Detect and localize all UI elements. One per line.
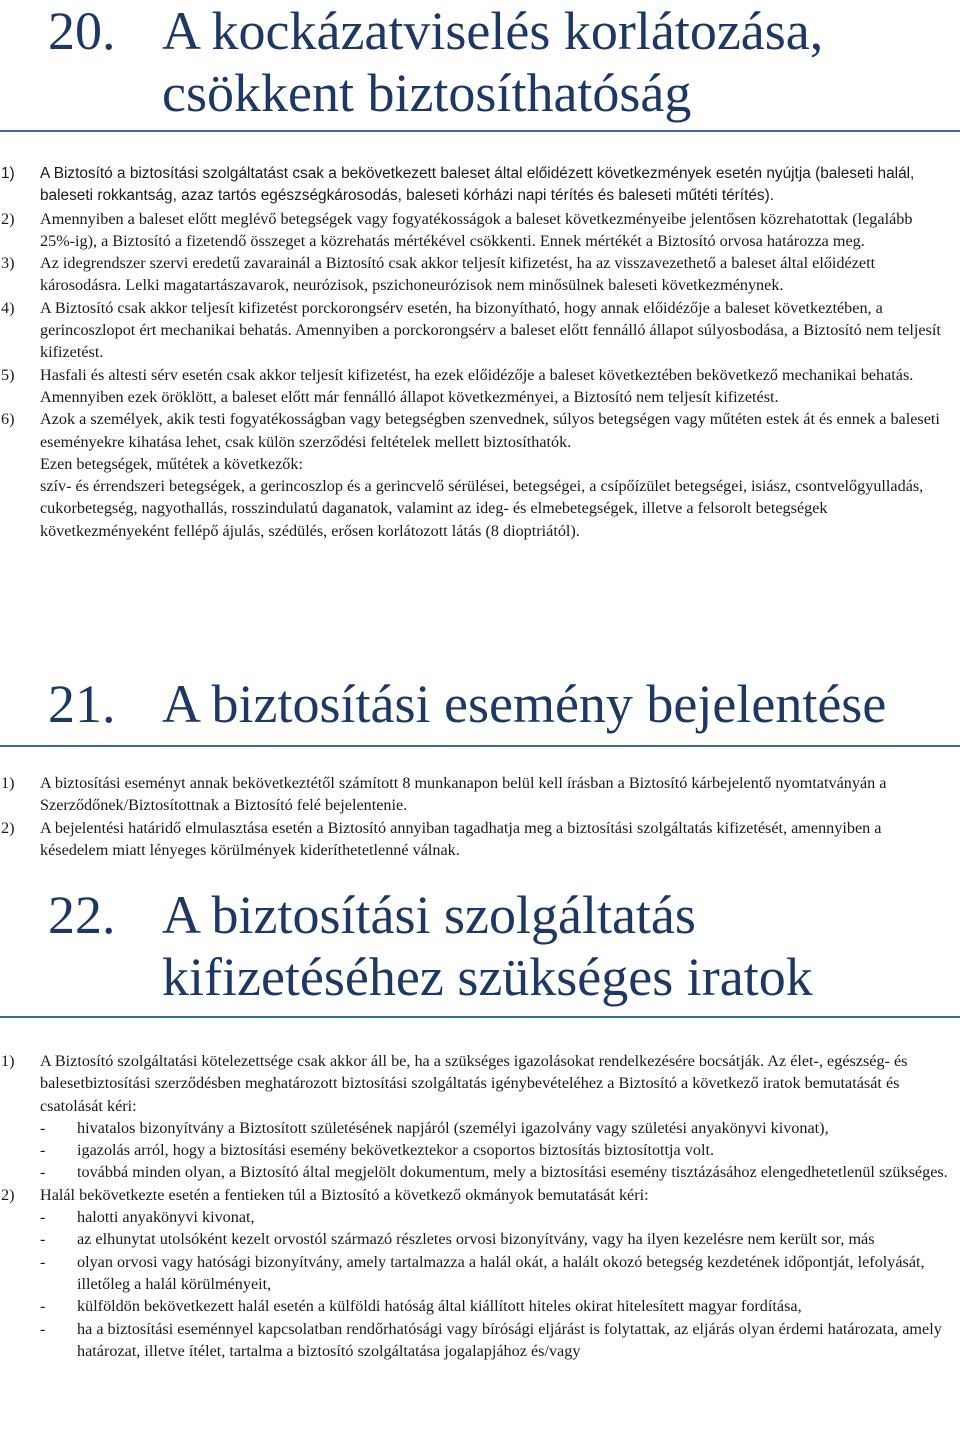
bullet-item	[0, 1161, 950, 1183]
list-item-text: A Biztosító csak akkor teljesít kifizetést porckorongsérv esetén, ha bizonyítható, hogy annak előidézője a baleset következtében, a gerincoszlopot ért mechanikai behatás. Amennyiben a porckorongsérv a baleset előtt fennálló állapot súlyosbodása, a Biztosító nem teljesít kifizetést.	[40, 298, 941, 362]
list-item	[0, 252, 950, 297]
list-item	[0, 817, 950, 862]
section-divider	[0, 130, 960, 132]
list-item-text: Ezen betegségek, műtétek a következők:	[40, 454, 303, 473]
list-item-text: Az idegrendszer szervi eredetű zavarainál a Biztosító csak akkor teljesít kifizetést, ha az visszavezethető a baleset által előidézett károsodásra. Lelki magatartászavarok, neurózisok, pszichoneurózisok nem minősülnek baleseti következménynek.	[40, 254, 876, 295]
bullet-text: hivatalos bizonyítvány a Biztosított születésének napjáról (személyi igazolvány vagy születési anyakönyvi kivonat),	[77, 1118, 829, 1137]
list-marker: 6)	[1, 410, 15, 429]
section-20-number: 20.	[48, 1, 116, 61]
list-marker: 1)	[1, 774, 15, 792]
list-marker: 1)	[1, 165, 15, 182]
list-item-text: Hasfali és altesti sérv esetén csak akkor teljesít kifizetést, ha ezek előidézője a baleset következtében bekövetkező mechanikai behatás. Amennyiben ezek öröklött, a baleset előtt már fennálló állapot következményei, a Biztosító nem teljesít kifizetést.	[40, 365, 914, 406]
bullet-text: olyan orvosi vagy hatósági bizonyítvány, amely tartalmazza a halál okát, a halált okozó betegség kezdetének időpontját, lefolyását, illetőleg a halál körülményeit,	[77, 1252, 925, 1293]
list-item	[0, 1184, 950, 1206]
section-21-body	[0, 772, 950, 861]
bullet-text: külföldön bekövetkezett halál esetén a külföldi hatóság által kiállított hiteles okirat hitelesített magyar fordítása,	[77, 1297, 802, 1316]
section-20-title	[162, 0, 952, 124]
list-item	[0, 163, 950, 208]
bullet-marker: -	[40, 1252, 46, 1271]
bullet-marker: -	[40, 1118, 46, 1137]
list-item	[0, 208, 950, 253]
section-20-title-line: csökkent biztosíthatóság	[162, 63, 692, 123]
bullet-marker: -	[40, 1163, 46, 1182]
section-20-title-line: A kockázatviselés korlátozása,	[162, 1, 824, 61]
list-item-text: A Biztosító a biztosítási szolgáltatást csak a bekövetkezett baleset által előidézett következmények esetén nyújtja (baleseti halál, baleseti rokkantság, azaz tartós egészségkárosodás, baleseti kórházi napi térítés és baleseti műtéti térítés).	[40, 165, 915, 205]
bullet-marker: -	[40, 1208, 46, 1227]
list-item	[0, 1050, 950, 1117]
bullet-marker: -	[40, 1297, 46, 1316]
list-marker: 2)	[1, 818, 15, 837]
bullet-item	[0, 1318, 950, 1363]
list-marker: 4)	[1, 298, 15, 317]
bullet-item	[0, 1295, 950, 1317]
bullet-marker: -	[40, 1230, 46, 1249]
bullet-item	[0, 1206, 950, 1228]
bullet-item	[0, 1228, 950, 1250]
section-20-body	[0, 163, 950, 542]
list-item-text: Halál bekövetkezte esetén a fentieken túl a Biztosító a következő okmányok bemutatását kéri:	[40, 1185, 649, 1204]
list-item-text: A biztosítási eseményt annak bekövetkeztétől számított 8 munkanapon belül kell írásban a Biztosító kárbejelentő nyomtatványán a Szerződőnek/Biztosítottnak a Biztosító felé bejelentenie.	[40, 774, 887, 815]
section-21-title-line: A biztosítási esemény bejelentése	[162, 674, 887, 734]
bullet-marker: -	[40, 1319, 46, 1338]
bullet-text: továbbá minden olyan, a Biztosító által megjelölt dokumentum, mely a biztosítási esemény tisztázásához elengedhetetlenül szükséges.	[77, 1163, 948, 1182]
list-item-text: A bejelentési határidő elmulasztása esetén a Biztosító annyiban tagadhatja meg a biztosítási szolgáltatás kifizetését, amennyiben a késedelem miatt lényeges körülmények kideríthetetlenné válnak.	[40, 818, 882, 859]
section-22-title-line: kifizetéséhez szükséges iratok	[162, 947, 813, 1007]
bullet-text: ha a biztosítási eseménnyel kapcsolatban rendőrhatósági vagy bírósági eljárást is folytattak, az eljárás olyan érdemi határozata, amely határozat, illetve ítélet, tartalma a biztosító szolgáltatása jogalapjához és/vagy	[77, 1319, 942, 1360]
section-divider	[0, 745, 960, 747]
list-marker: 2)	[1, 209, 15, 228]
section-21-title	[162, 673, 952, 735]
bullet-text: az elhunytat utolsóként kezelt orvostól származó részletes orvosi bizonyítvány, vagy ha ilyen kezelésre nem került sor, más	[77, 1230, 875, 1249]
section-22-body	[0, 1050, 950, 1362]
list-marker: 1)	[1, 1052, 15, 1070]
list-item-text: Amennyiben a baleset előtt meglévő betegségek vagy fogyatékosságok a baleset következményeibe jelentősen közrehatottak (legalább 25%-ig), a Biztosító a fizetendő összeget a közrehatás mértékével csökkenti. Ennek mértékét a Biztosító orvosa határozza meg.	[40, 209, 913, 250]
list-item	[0, 408, 950, 542]
section-22-number: 22.	[48, 885, 116, 945]
list-item-text: szív- és érrendszeri betegségek, a gerincoszlop és a gerincvelő sérülései, betegségei, a csípőízület betegségei, isiász, csontvelőgyulladás, cukorbetegség, nagyothallás, rosszindulatú daganatok, valamint az ideg- és elmebetegségek, illetve a felsorolt betegségek következményeként fellépő ájulás, szédülés, erősen korlátozott látás (8 dioptriától).	[40, 477, 924, 540]
section-22-title	[162, 884, 952, 1008]
list-marker: 5)	[1, 365, 15, 384]
list-item-text: A Biztosító szolgáltatási kötelezettsége csak akkor áll be, ha a szükséges igazolásokat rendelkezésére bocsátják. Az élet-, egészség- és balesetbiztosítási szerződésben meghatározott biztosítási szolgáltatás igénybevételéhez a Biztosító a következő iratok bemutatását és csatolását kéri:	[40, 1052, 908, 1115]
section-divider	[0, 1016, 960, 1018]
bullet-marker: -	[40, 1141, 46, 1160]
list-item	[0, 772, 950, 817]
bullet-text: halotti anyakönyvi kivonat,	[77, 1208, 255, 1227]
list-item-text: Azok a személyek, akik testi fogyatékosságban vagy betegségben szenvednek, súlyos betegségen vagy műtéten estek át és ennek a baleseti eseményekre kihatása lehet, csak külön szerződési feltételek mellett biztosíthatók.	[40, 410, 940, 451]
list-marker: 3)	[1, 254, 15, 273]
section-21-number: 21.	[48, 674, 116, 734]
bullet-item	[0, 1117, 950, 1139]
list-marker: 2)	[1, 1185, 15, 1204]
list-item	[0, 364, 950, 409]
list-item	[0, 297, 950, 364]
section-22-title-line: A biztosítási szolgáltatás	[162, 885, 696, 945]
bullet-item	[0, 1139, 950, 1161]
bullet-item	[0, 1251, 950, 1296]
bullet-text: igazolás arról, hogy a biztosítási esemény bekövetkeztekor a csoportos biztosítás biztosítottja volt.	[77, 1141, 714, 1160]
